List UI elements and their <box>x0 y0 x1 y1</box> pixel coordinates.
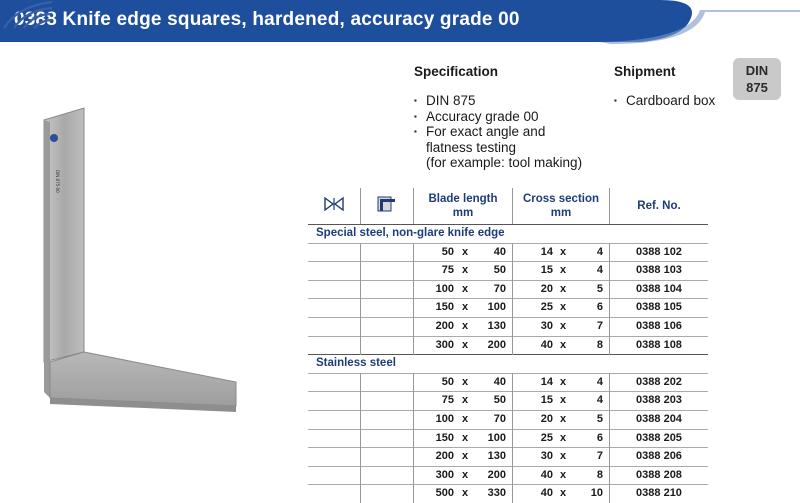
cross-length-value: 20 <box>540 282 553 295</box>
table-row <box>308 392 708 411</box>
blade-width-value: 50 <box>493 264 506 277</box>
blade-length-value: 100 <box>435 412 454 425</box>
din-badge-line1: DIN <box>745 63 769 78</box>
times-sign: x <box>461 412 469 425</box>
blade-length-cell <box>414 262 513 281</box>
blade-width-value: 200 <box>487 468 506 481</box>
cross-width-value: 6 <box>596 301 603 314</box>
cross-length-value: 20 <box>540 412 553 425</box>
cross-section-cell <box>513 392 610 411</box>
table-row <box>308 336 708 355</box>
cross-length-value: 30 <box>540 319 553 332</box>
blade-length-cell <box>414 410 513 429</box>
times-sign: x <box>461 319 469 332</box>
cross-section-cell <box>513 448 610 467</box>
shipment-section <box>614 64 734 109</box>
cross-length-value: 15 <box>540 264 553 277</box>
bow-tie-icon <box>324 197 344 211</box>
cross-length-value: 40 <box>540 468 553 481</box>
ref-no-cell: 0388 104 <box>610 280 709 299</box>
icon-cell <box>361 485 414 503</box>
times-sign: x <box>461 301 469 314</box>
cross-section-cell <box>513 336 610 355</box>
cross-width-value: 5 <box>596 412 603 425</box>
blade-width-value: 130 <box>487 450 506 463</box>
times-sign: x <box>559 319 567 332</box>
blade-length-value: 300 <box>435 468 454 481</box>
icon-cell <box>361 317 414 336</box>
table-row <box>308 373 708 392</box>
icon-cell <box>361 392 414 411</box>
icon-cell <box>361 429 414 448</box>
cross-width-value: 6 <box>596 431 603 444</box>
cross-width-value: 10 <box>590 487 603 500</box>
icon-cell <box>308 317 361 336</box>
cross-length-value: 14 <box>540 245 553 258</box>
cross-length-value: 14 <box>540 375 553 388</box>
icon-cell <box>308 262 361 281</box>
icon-cell <box>361 373 414 392</box>
blade-width-value: 100 <box>487 301 506 314</box>
specification-section <box>414 64 614 171</box>
spec-item: ▪ DIN 875 <box>414 93 614 109</box>
specification-heading: Specification <box>414 64 499 79</box>
blade-length-cell <box>414 243 513 262</box>
cross-section-unit: mm <box>550 207 572 219</box>
icon-cell <box>361 466 414 485</box>
cross-width-value: 7 <box>596 319 603 332</box>
knife-edge-square-image <box>30 100 250 450</box>
cross-width-value: 7 <box>596 450 603 463</box>
spec-item-continuation: (for example: tool making) <box>426 155 583 170</box>
table-group-row <box>308 355 708 374</box>
ref-no-cell: 0388 103 <box>610 262 709 281</box>
group-label: Stainless steel <box>308 355 708 374</box>
icon-cell <box>308 299 361 318</box>
table-row <box>308 299 708 318</box>
times-sign: x <box>559 394 567 407</box>
shipment-item: ▪ Cardboard box <box>614 93 734 109</box>
ref-no-cell: 0388 208 <box>610 466 709 485</box>
ref-no-header: Ref. No. <box>610 188 709 225</box>
blade-length-cell <box>414 485 513 503</box>
times-sign: x <box>559 412 567 425</box>
table-row <box>308 448 708 467</box>
din-badge-line2: 875 <box>746 80 768 95</box>
times-sign: x <box>461 431 469 444</box>
times-sign: x <box>559 301 567 314</box>
icon-cell <box>361 336 414 355</box>
cross-width-value: 5 <box>596 282 603 295</box>
cross-section-label: Cross section <box>522 193 600 205</box>
icon-cell <box>308 410 361 429</box>
icon-cell <box>308 466 361 485</box>
times-sign: x <box>559 450 567 463</box>
table-row <box>308 280 708 299</box>
blade-width-value: 40 <box>493 245 506 258</box>
ref-no-cell: 0388 202 <box>610 373 709 392</box>
times-sign: x <box>461 245 469 258</box>
table-row <box>308 243 708 262</box>
times-sign: x <box>559 468 567 481</box>
header-icon-cell <box>361 188 414 225</box>
cross-length-value: 25 <box>540 301 553 314</box>
din-badge <box>733 58 781 100</box>
times-sign: x <box>559 264 567 277</box>
table-row <box>308 410 708 429</box>
ref-no-cell: 0388 106 <box>610 317 709 336</box>
table-row <box>308 466 708 485</box>
times-sign: x <box>559 487 567 500</box>
cross-section-cell <box>513 410 610 429</box>
icon-cell <box>308 392 361 411</box>
blade-length-label: Blade length <box>428 193 498 205</box>
spec-item: ▪ Accuracy grade 00 <box>414 109 614 125</box>
header-banner <box>0 0 800 48</box>
blade-length-cell <box>414 392 513 411</box>
table-header-row <box>308 188 708 225</box>
ref-no-cell: 0388 210 <box>610 485 709 503</box>
ref-no-cell: 0388 102 <box>610 243 709 262</box>
blade-width-value: 70 <box>493 282 506 295</box>
times-sign: x <box>461 468 469 481</box>
cross-length-value: 25 <box>540 431 553 444</box>
blade-length-value: 50 <box>441 375 454 388</box>
cross-section-cell <box>513 429 610 448</box>
cross-width-value: 8 <box>596 338 603 351</box>
blade-length-value: 75 <box>441 394 454 407</box>
times-sign: x <box>559 282 567 295</box>
blade-length-value: 150 <box>435 431 454 444</box>
blade-width-value: 130 <box>487 319 506 332</box>
blade-length-cell <box>414 466 513 485</box>
times-sign: x <box>559 245 567 258</box>
blade-length-value: 50 <box>441 245 454 258</box>
square-gauge-icon <box>377 195 397 213</box>
blade-length-cell <box>414 373 513 392</box>
cross-section-cell <box>513 317 610 336</box>
blade-width-value: 70 <box>493 412 506 425</box>
cross-length-value: 15 <box>540 394 553 407</box>
icon-cell <box>308 243 361 262</box>
blade-width-value: 40 <box>493 375 506 388</box>
cross-section-cell <box>513 373 610 392</box>
cross-section-cell <box>513 243 610 262</box>
cross-section-header <box>513 188 610 225</box>
table-group-row <box>308 225 708 244</box>
cross-section-cell <box>513 299 610 318</box>
blade-length-cell <box>414 317 513 336</box>
icon-cell <box>308 429 361 448</box>
ref-no-cell: 0388 108 <box>610 336 709 355</box>
specification-list <box>414 93 614 140</box>
shipment-list <box>614 93 734 109</box>
table-row <box>308 317 708 336</box>
ref-no-cell: 0388 105 <box>610 299 709 318</box>
blade-length-value: 150 <box>435 301 454 314</box>
ref-no-cell: 0388 206 <box>610 448 709 467</box>
svg-text:DIN 875-00: DIN 875-00 <box>55 170 60 193</box>
cross-section-cell <box>513 280 610 299</box>
icon-cell <box>308 336 361 355</box>
times-sign: x <box>559 431 567 444</box>
cross-section-cell <box>513 262 610 281</box>
times-sign: x <box>461 450 469 463</box>
blade-length-unit: mm <box>452 207 474 219</box>
ref-no-cell: 0388 205 <box>610 429 709 448</box>
times-sign: x <box>461 338 469 351</box>
icon-cell <box>361 410 414 429</box>
cross-width-value: 4 <box>596 394 603 407</box>
icon-cell <box>308 280 361 299</box>
table-row <box>308 485 708 503</box>
times-sign: x <box>461 264 469 277</box>
blade-length-cell <box>414 299 513 318</box>
blade-length-value: 100 <box>435 282 454 295</box>
blade-length-value: 200 <box>435 450 454 463</box>
blade-width-value: 100 <box>487 431 506 444</box>
blade-length-cell <box>414 336 513 355</box>
group-label: Special steel, non-glare knife edge <box>308 225 708 244</box>
blade-width-value: 50 <box>493 394 506 407</box>
times-sign: x <box>461 394 469 407</box>
cross-width-value: 4 <box>596 375 603 388</box>
blade-length-value: 500 <box>435 487 454 500</box>
times-sign: x <box>461 375 469 388</box>
ref-no-cell: 0388 204 <box>610 410 709 429</box>
cross-width-value: 4 <box>596 264 603 277</box>
icon-cell <box>308 448 361 467</box>
icon-cell <box>361 243 414 262</box>
brand-logo-icon <box>0 0 56 30</box>
icon-cell <box>361 280 414 299</box>
header-icon-cell <box>308 188 361 225</box>
blade-width-value: 200 <box>487 338 506 351</box>
times-sign: x <box>461 282 469 295</box>
blade-length-header <box>414 188 513 225</box>
times-sign: x <box>559 338 567 351</box>
cross-section-cell <box>513 466 610 485</box>
cross-section-cell <box>513 485 610 503</box>
icon-cell <box>361 299 414 318</box>
icon-cell <box>308 373 361 392</box>
spec-item: ▪ For exact angle and <box>414 124 614 140</box>
blade-length-value: 75 <box>441 264 454 277</box>
cross-width-value: 8 <box>596 468 603 481</box>
table-row <box>308 429 708 448</box>
table-row <box>308 262 708 281</box>
cross-length-value: 40 <box>540 338 553 351</box>
blade-length-cell <box>414 429 513 448</box>
product-table <box>308 188 708 503</box>
times-sign: x <box>559 375 567 388</box>
icon-cell <box>361 262 414 281</box>
page-title: 0388 Knife edge squares, hardened, accuracy grade 00 <box>14 9 520 30</box>
spec-item-continuation: flatness testing <box>426 139 517 155</box>
shipment-heading: Shipment <box>614 64 676 79</box>
icon-cell <box>308 485 361 503</box>
blade-length-cell <box>414 448 513 467</box>
ref-no-cell: 0388 203 <box>610 392 709 411</box>
cross-width-value: 4 <box>596 245 603 258</box>
blade-length-cell <box>414 280 513 299</box>
blade-length-value: 300 <box>435 338 454 351</box>
blade-length-value: 200 <box>435 319 454 332</box>
blade-width-value: 330 <box>487 487 506 500</box>
cross-length-value: 30 <box>540 450 553 463</box>
icon-cell <box>361 448 414 467</box>
times-sign: x <box>461 487 469 500</box>
cross-length-value: 40 <box>540 487 553 500</box>
